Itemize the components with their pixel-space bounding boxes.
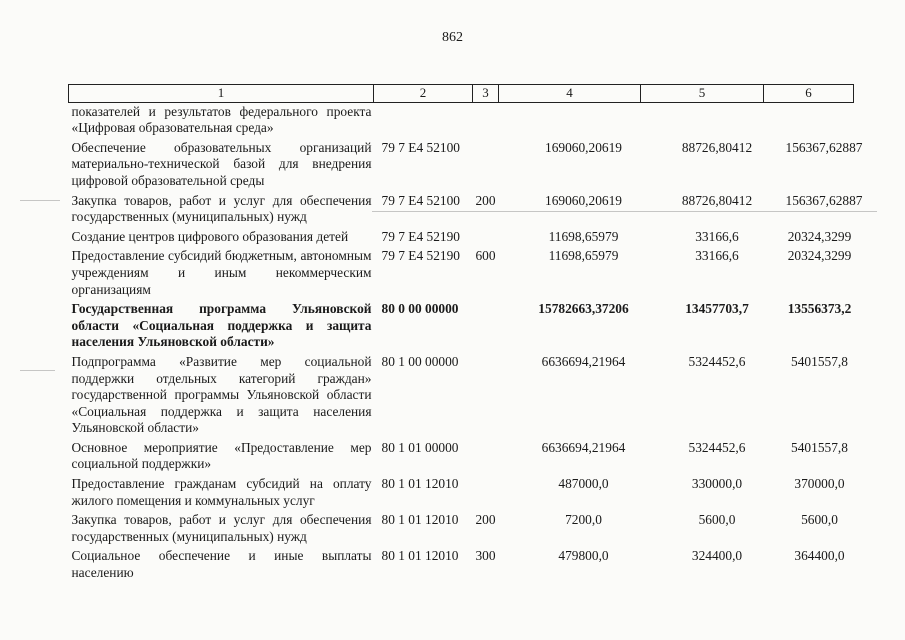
row-code-cell [374, 102, 473, 137]
row-value-year1-cell: 487000,0 [558, 476, 609, 492]
row-value-year3-cell [764, 102, 854, 137]
column-header-kind: 3 [473, 85, 499, 103]
row-name-cell: Основное мероприятие «Предоставление мер социальной поддержки» [71, 439, 372, 472]
row-code-cell: 80 1 01 12010 [381, 548, 459, 564]
row-value-year3-cell: 5401557,8 [791, 353, 848, 369]
column-header-year1: 4 [499, 85, 641, 103]
row-value-year1-cell: 6636694,21964 [541, 439, 626, 455]
column-header-name: 1 [69, 85, 374, 103]
row-value-year2-cell: 33166,6 [695, 228, 739, 244]
row-kind-cell: 200 [475, 512, 496, 528]
row-name-cell: Государственная программа Ульяновской области «Социальная поддержка и защита населения Ульяновской области» [71, 301, 372, 350]
row-value-year1-cell: 169060,20619 [545, 192, 622, 208]
table-row [69, 473, 854, 509]
table-row [69, 226, 854, 246]
row-name-cell: Предоставление гражданам субсидий на оплату жилого помещения и коммунальных услуг [71, 476, 372, 508]
row-code-cell: 79 7 E4 52190 [381, 228, 460, 244]
row-value-year3-cell: 156367,62887 [785, 139, 863, 155]
row-name-cell: Обеспечение образовательных организаций материально-технической базой для внедрения цифровой образовательной среды [71, 139, 372, 188]
table-row [69, 102, 854, 137]
row-code-cell: 80 1 01 12010 [381, 512, 459, 528]
row-value-year2-cell [641, 102, 764, 137]
row-value-year2-cell: 5600,0 [698, 512, 736, 528]
row-kind-cell [473, 473, 499, 509]
row-value-year3-cell: 20324,3299 [787, 228, 852, 244]
scan-artifact-line [20, 370, 55, 371]
row-value-year1-cell [499, 102, 641, 137]
budget-table [68, 84, 863, 582]
row-value-year2-cell: 5324452,6 [688, 439, 746, 455]
row-code-cell: 80 0 00 00000 [381, 301, 459, 317]
column-header-year3: 6 [764, 85, 854, 103]
row-code-cell: 80 1 00 00000 [381, 353, 459, 369]
column-header-year2: 5 [641, 85, 764, 103]
row-value-year1-cell: 7200,0 [565, 512, 602, 528]
row-value-year2-cell: 88726,80412 [681, 192, 753, 208]
row-name-cell: Закупка товаров, работ и услуг для обеспечения государственных (муниципальных) нужд [71, 192, 372, 225]
row-value-year2-cell: 13457703,7 [685, 301, 749, 317]
table-header [69, 85, 854, 103]
row-name-cell: Создание центров цифрового образования детей [71, 228, 349, 244]
row-code-cell: 79 7 E4 52190 [381, 248, 460, 264]
row-value-year3-cell: 13556373,2 [787, 301, 852, 317]
row-kind-cell: 200 [475, 192, 496, 208]
table-row [69, 545, 854, 581]
row-value-year3-cell: 370000,0 [794, 476, 845, 492]
row-kind-cell: 300 [475, 548, 496, 564]
table-row [69, 137, 854, 190]
row-code-cell: 80 1 01 00000 [381, 439, 459, 455]
table-row [69, 351, 854, 437]
row-kind-cell: 600 [475, 248, 496, 264]
row-value-year1-cell: 6636694,21964 [541, 353, 626, 369]
table-row [69, 509, 854, 545]
row-kind-cell [473, 226, 499, 246]
row-kind-cell [473, 137, 499, 190]
row-value-year1-cell: 479800,0 [558, 548, 609, 564]
row-value-year1-cell: 11698,65979 [548, 228, 619, 244]
row-name-cell: Закупка товаров, работ и услуг для обеспечения государственных (муниципальных) нужд [71, 512, 372, 544]
row-value-year3-cell: 364400,0 [794, 548, 845, 564]
row-value-year2-cell: 33166,6 [695, 248, 739, 264]
row-kind-cell [473, 437, 499, 473]
row-value-year1-cell: 11698,65979 [548, 248, 619, 264]
row-name-cell: Подпрограмма «Развитие мер социальной поддержки отдельных категорий граждан» государственной программы Ульяновской области «Социальная поддержка и защита населения Ульяновской области» [71, 353, 372, 436]
row-value-year1-cell: 15782663,37206 [538, 301, 629, 317]
table-row [69, 437, 854, 473]
table-body [69, 102, 863, 582]
table-row [69, 245, 854, 298]
scan-artifact-line [372, 211, 877, 212]
row-value-year2-cell: 324400,0 [691, 548, 743, 564]
row-value-year2-cell: 88726,80412 [681, 139, 753, 155]
row-name-cell: показателей и результатов федерального проекта «Цифровая образовательная среда» [71, 103, 372, 136]
table-row [69, 190, 854, 226]
row-name-cell: Предоставление субсидий бюджетным, автономным учреждениям и иным некоммерческим организациям [71, 248, 372, 297]
row-value-year2-cell: 330000,0 [691, 476, 743, 492]
row-value-year1-cell: 169060,20619 [545, 139, 622, 155]
row-kind-cell [473, 102, 499, 137]
page-number: 862 [442, 30, 463, 45]
row-kind-cell [473, 351, 499, 437]
row-code-cell: 79 7 E4 52100 [381, 192, 460, 208]
row-value-year3-cell: 5401557,8 [791, 439, 848, 455]
row-code-cell: 79 7 E4 52100 [381, 139, 460, 155]
row-value-year3-cell: 156367,62887 [785, 192, 863, 208]
row-value-year3-cell: 5600,0 [801, 512, 838, 528]
table-row [69, 298, 854, 351]
column-header-code: 2 [374, 85, 473, 103]
row-name-cell: Социальное обеспечение и иные выплаты населению [71, 548, 372, 581]
row-kind-cell [473, 298, 499, 351]
row-value-year2-cell: 5324452,6 [688, 353, 746, 369]
row-code-cell: 80 1 01 12010 [381, 476, 459, 492]
row-value-year3-cell: 20324,3299 [787, 248, 852, 264]
scan-artifact-line [20, 200, 60, 201]
